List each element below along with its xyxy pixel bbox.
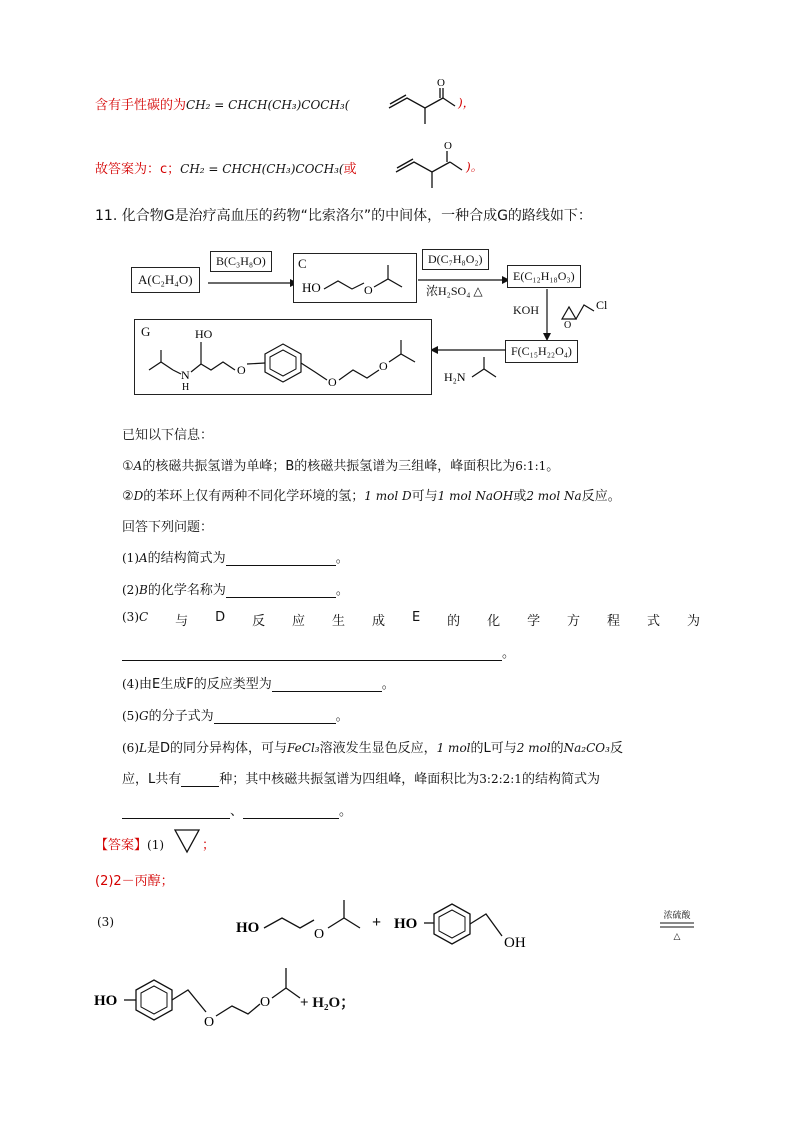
- reagent-B: B(C₃H₈O): [210, 251, 272, 272]
- q6-a: 是D的同分异构体，可与: [146, 741, 287, 756]
- q6-line3: [122, 800, 352, 819]
- q3-char: 与: [175, 614, 189, 629]
- g-ho: HO: [195, 327, 213, 341]
- ketone-structure-1: [385, 76, 457, 126]
- a3-condition-text: 浓硫酸: [663, 911, 691, 921]
- answer-or: 或: [343, 162, 357, 177]
- q3: [122, 610, 700, 629]
- a3e-ho: HO: [94, 993, 118, 1009]
- q3-char: 生: [332, 614, 346, 629]
- equilibrium-arrow-icon: [660, 921, 694, 929]
- epichlorohydrin: [558, 285, 618, 329]
- answer-suffix-wrap: [466, 158, 483, 175]
- q3-char: E: [411, 610, 421, 625]
- q6-l2c: 的结构简式为: [521, 772, 600, 787]
- a3e-o2: O: [260, 995, 271, 1010]
- q3-char: D: [215, 610, 226, 625]
- answer-1: [95, 834, 164, 853]
- q6-b: 溶液发生显色反应，: [319, 741, 437, 756]
- box-C: [293, 253, 417, 303]
- q3-char: 成: [371, 614, 385, 629]
- q3-num: (3): [122, 610, 139, 624]
- a3-water-text: + H₂O；: [300, 995, 356, 1011]
- q6-count-blank[interactable]: [181, 772, 219, 787]
- q3-char: 的: [447, 614, 461, 629]
- g-n: N: [181, 368, 190, 382]
- q5-text: 的分子式为: [148, 709, 214, 724]
- g-o1: O: [237, 363, 246, 377]
- chiral-formula: CH₂ = CHCH(CH₃)COCH₃(: [186, 98, 350, 112]
- ketone-o-2: O: [444, 140, 452, 152]
- arrow-f-g: [430, 343, 506, 357]
- epoxide-answer: [172, 824, 202, 856]
- q1-var: A: [139, 551, 148, 565]
- q4-end: 。: [381, 677, 395, 692]
- answer-prefix: 故答案为：c；: [95, 162, 181, 177]
- info-item2: [122, 485, 621, 504]
- a2-text: (2)2－丙醇；: [95, 874, 174, 889]
- q3-lead: [122, 610, 148, 629]
- a3-water: [300, 991, 355, 1012]
- q6: [122, 737, 623, 756]
- q3-char: 为: [686, 614, 700, 629]
- q6-ratio: 3:2:2:1: [479, 772, 522, 786]
- a3c-ho: HO: [236, 920, 260, 936]
- info1-end: 。: [546, 459, 560, 474]
- q6-na2co3: Na₂CO₃: [563, 741, 610, 755]
- answer-label: 【答案】: [95, 838, 148, 853]
- info2-c: 可与: [411, 489, 438, 504]
- answer-2: [95, 870, 174, 889]
- answer-suffix: )。: [466, 160, 483, 174]
- q3-char: 反: [252, 614, 266, 629]
- synthesis-scheme: [130, 245, 610, 405]
- info2-end: 反应。: [581, 489, 621, 504]
- amine-h2n: H₂N: [444, 370, 466, 384]
- q3-blank[interactable]: [122, 646, 502, 661]
- q1-num: (1): [122, 551, 139, 565]
- c-o: O: [364, 283, 373, 297]
- a3e-o1: O: [204, 1015, 215, 1030]
- q6-var: L: [139, 741, 147, 755]
- q2-text: 的化学名称为: [147, 583, 226, 598]
- reagent-koh: KOH: [513, 303, 539, 317]
- q3-char: 式: [646, 614, 660, 629]
- a3d-oh: OH: [504, 935, 526, 950]
- q2-blank[interactable]: [226, 583, 336, 598]
- q6-fecl3: FeCl₃: [286, 741, 320, 755]
- a3c-o: O: [314, 927, 325, 942]
- structure-G: [135, 320, 431, 394]
- q4-blank[interactable]: [272, 677, 382, 692]
- q1: [122, 547, 349, 566]
- q2-num: (2): [122, 583, 139, 597]
- epi-o: O: [564, 320, 572, 329]
- a1-num: (1): [147, 838, 165, 852]
- info-heading: 已知以下信息：: [122, 428, 214, 443]
- q3-char: 学: [527, 614, 541, 629]
- q4-num: (4): [122, 677, 139, 691]
- q4-text: 由E生成F的反应类型为: [139, 677, 272, 692]
- q6-c: 的L可与: [470, 741, 517, 756]
- info2-var: D: [133, 489, 144, 503]
- question-text: 化合物G是治疗高血压的药物“比索洛尔”的中间体，一种合成G的路线如下：: [121, 208, 592, 224]
- q6-blank-1[interactable]: [122, 804, 230, 819]
- a3d-ho: HO: [394, 916, 418, 932]
- a3-product-E: [92, 958, 312, 1030]
- answer-line: [95, 158, 357, 177]
- q2-var: B: [139, 583, 148, 597]
- box-F: F(C₁₅H₂₂O₄): [505, 340, 578, 363]
- a3-condition: [660, 908, 694, 942]
- q6-d: 的: [550, 741, 564, 756]
- info1-ratio: 6:1:1: [515, 459, 547, 473]
- arrow-e-f: [540, 289, 554, 341]
- q3-char: 化: [487, 614, 501, 629]
- info2-text: 的苯环上仅有两种不同化学环境的氢；: [143, 489, 365, 504]
- q6-end: 。: [339, 804, 353, 819]
- reagent-D: D(C₇H₈O₂): [422, 249, 489, 270]
- info2-m2: 1 mol NaOH: [437, 489, 514, 503]
- info1-text: 的核磁共振氢谱为单峰；B的核磁共振氢谱为三组峰，峰面积比为: [142, 459, 516, 474]
- question-11: [95, 205, 592, 225]
- c-ho: HO: [302, 280, 321, 295]
- q3-line2: [122, 642, 515, 661]
- a3-reactant-D: [392, 890, 552, 950]
- chiral-suffix: )，: [458, 96, 475, 110]
- info2-d: 或: [513, 489, 527, 504]
- q5-blank[interactable]: [214, 709, 336, 724]
- q4: [122, 673, 395, 692]
- info1-marker: ①: [122, 459, 134, 474]
- q3-var: C: [139, 610, 149, 624]
- q3-end: 。: [502, 646, 516, 661]
- info1-var: A: [133, 459, 143, 473]
- q3-char: 应: [292, 614, 306, 629]
- q6-l2b: 种；其中核磁共振氢谱为四组峰，峰面积比为: [219, 772, 480, 787]
- chiral-line: [95, 94, 349, 113]
- ketone-structure-2: [392, 138, 464, 190]
- answer-formula: CH₂ = CHCH(CH₃)COCH₃(: [180, 162, 344, 176]
- info2-m3: 2 mol Na: [526, 489, 582, 503]
- info-item1: [122, 455, 559, 474]
- q3-char: 方: [567, 614, 581, 629]
- a3-num: (3): [97, 915, 114, 929]
- a3-delta: △: [673, 932, 681, 942]
- q6-mol2: 2 mol: [516, 741, 551, 755]
- isopropylamine: [442, 357, 506, 391]
- a1-end: ；: [202, 838, 216, 853]
- epi-cl: Cl: [596, 298, 608, 312]
- q2-end: 。: [335, 583, 349, 598]
- q6-sep: 、: [230, 804, 244, 819]
- g-label: G: [141, 324, 151, 339]
- q6-mol1: 1 mol: [436, 741, 471, 755]
- q3-char: 程: [607, 614, 621, 629]
- q5: [122, 705, 349, 724]
- structure-C: [294, 254, 416, 302]
- a3-plus: +: [372, 914, 382, 931]
- q1-end: 。: [335, 551, 349, 566]
- g-h: H: [182, 382, 190, 393]
- q6-blank-2[interactable]: [243, 804, 339, 819]
- chiral-suffix-wrap: [458, 94, 475, 111]
- box-E: E(C₁₂H₁₈O₃): [507, 265, 581, 288]
- c-label: C: [298, 256, 307, 271]
- ketone-o-1: O: [437, 77, 445, 89]
- a3-reactant-C: [230, 892, 370, 942]
- g-o3: O: [379, 359, 388, 373]
- q6-l2a: 应，L共有: [122, 772, 182, 787]
- g-o2: O: [328, 375, 337, 389]
- q2: [122, 579, 349, 598]
- answer-prompt: 回答下列问题：: [122, 520, 214, 535]
- q6-e: 反: [609, 741, 623, 756]
- box-A: A(C₂H₄O): [131, 267, 200, 293]
- box-G: [134, 319, 432, 395]
- q6-num: (6): [122, 741, 139, 755]
- q5-num: (5): [122, 709, 139, 723]
- info2-m1: 1 mol D: [364, 489, 412, 503]
- q6-line2: [122, 768, 600, 787]
- condition-D: 浓H₂SO₄ △: [426, 284, 483, 298]
- q5-var: G: [139, 709, 149, 723]
- question-number: 11.: [95, 208, 118, 224]
- q1-blank[interactable]: [226, 551, 336, 566]
- q1-text: 的结构简式为: [147, 551, 226, 566]
- info2-marker: ②: [122, 489, 134, 504]
- q5-end: 。: [335, 709, 349, 724]
- chiral-prefix: 含有手性碳的为: [95, 98, 187, 113]
